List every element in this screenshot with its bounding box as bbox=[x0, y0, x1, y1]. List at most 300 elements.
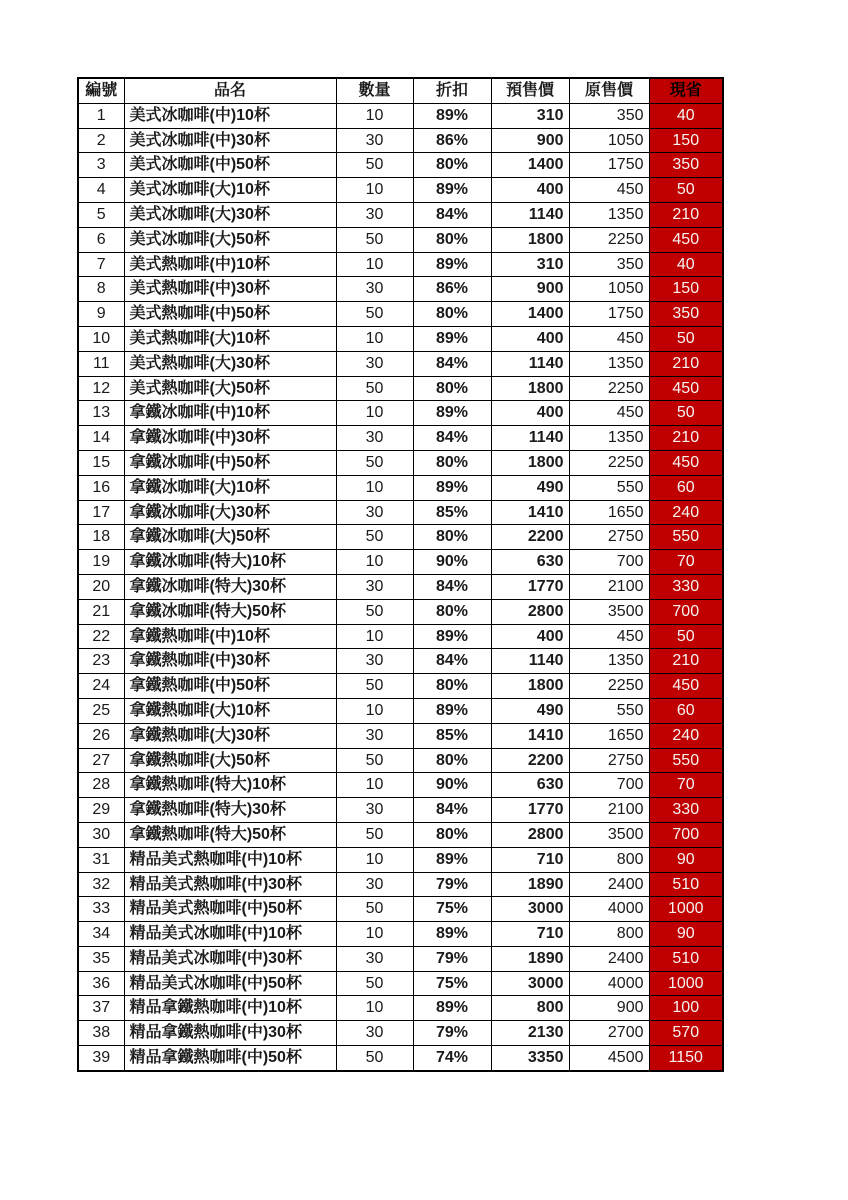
cell-original: 1350 bbox=[569, 426, 649, 451]
table-row bbox=[78, 550, 723, 575]
table-row bbox=[78, 649, 723, 674]
table-row bbox=[78, 822, 723, 847]
cell-id: 6 bbox=[78, 227, 124, 252]
cell-original: 2250 bbox=[569, 450, 649, 475]
cell-presale: 2200 bbox=[491, 525, 569, 550]
cell-id: 4 bbox=[78, 178, 124, 203]
cell-name: 拿鐵熱咖啡(中)10杯 bbox=[124, 624, 336, 649]
cell-saving: 240 bbox=[649, 723, 723, 748]
table-row bbox=[78, 773, 723, 798]
cell-saving: 350 bbox=[649, 302, 723, 327]
cell-qty: 10 bbox=[336, 326, 413, 351]
cell-id: 26 bbox=[78, 723, 124, 748]
cell-original: 2700 bbox=[569, 1021, 649, 1046]
cell-qty: 30 bbox=[336, 277, 413, 302]
cell-original: 1050 bbox=[569, 128, 649, 153]
cell-id: 8 bbox=[78, 277, 124, 302]
column-header-presale: 預售價 bbox=[491, 78, 569, 103]
table-row bbox=[78, 128, 723, 153]
cell-original: 2250 bbox=[569, 227, 649, 252]
cell-id: 21 bbox=[78, 599, 124, 624]
cell-presale: 1140 bbox=[491, 351, 569, 376]
cell-name: 拿鐵熱咖啡(中)50杯 bbox=[124, 674, 336, 699]
cell-id: 1 bbox=[78, 103, 124, 128]
cell-saving: 550 bbox=[649, 748, 723, 773]
cell-discount: 80% bbox=[413, 599, 491, 624]
cell-original: 2750 bbox=[569, 748, 649, 773]
cell-qty: 10 bbox=[336, 698, 413, 723]
cell-qty: 30 bbox=[336, 574, 413, 599]
cell-discount: 89% bbox=[413, 103, 491, 128]
cell-name: 拿鐵熱咖啡(大)10杯 bbox=[124, 698, 336, 723]
cell-saving: 150 bbox=[649, 277, 723, 302]
cell-saving: 70 bbox=[649, 550, 723, 575]
table-row bbox=[78, 698, 723, 723]
cell-name: 拿鐵熱咖啡(特大)30杯 bbox=[124, 798, 336, 823]
cell-saving: 450 bbox=[649, 376, 723, 401]
cell-presale: 400 bbox=[491, 178, 569, 203]
column-header-name: 品名 bbox=[124, 78, 336, 103]
cell-presale: 3350 bbox=[491, 1046, 569, 1071]
cell-presale: 400 bbox=[491, 624, 569, 649]
cell-saving: 450 bbox=[649, 674, 723, 699]
column-header-original: 原售價 bbox=[569, 78, 649, 103]
column-header-saving: 現省 bbox=[649, 78, 723, 103]
cell-name: 拿鐵冰咖啡(特大)50杯 bbox=[124, 599, 336, 624]
cell-qty: 10 bbox=[336, 922, 413, 947]
cell-discount: 80% bbox=[413, 822, 491, 847]
table-row bbox=[78, 872, 723, 897]
table-row bbox=[78, 798, 723, 823]
cell-original: 1350 bbox=[569, 351, 649, 376]
cell-qty: 50 bbox=[336, 227, 413, 252]
cell-presale: 2200 bbox=[491, 748, 569, 773]
cell-qty: 50 bbox=[336, 897, 413, 922]
table-row bbox=[78, 178, 723, 203]
cell-qty: 50 bbox=[336, 525, 413, 550]
cell-saving: 700 bbox=[649, 822, 723, 847]
cell-original: 1350 bbox=[569, 202, 649, 227]
cell-discount: 80% bbox=[413, 376, 491, 401]
cell-presale: 1140 bbox=[491, 202, 569, 227]
cell-discount: 86% bbox=[413, 277, 491, 302]
cell-id: 28 bbox=[78, 773, 124, 798]
cell-name: 拿鐵熱咖啡(大)50杯 bbox=[124, 748, 336, 773]
table-row bbox=[78, 1046, 723, 1071]
table-header bbox=[78, 78, 723, 103]
cell-saving: 100 bbox=[649, 996, 723, 1021]
cell-name: 美式熱咖啡(大)10杯 bbox=[124, 326, 336, 351]
table-row bbox=[78, 599, 723, 624]
cell-saving: 450 bbox=[649, 450, 723, 475]
cell-discount: 89% bbox=[413, 624, 491, 649]
cell-original: 700 bbox=[569, 550, 649, 575]
cell-id: 11 bbox=[78, 351, 124, 376]
cell-original: 1050 bbox=[569, 277, 649, 302]
cell-discount: 75% bbox=[413, 897, 491, 922]
cell-original: 1650 bbox=[569, 723, 649, 748]
cell-id: 31 bbox=[78, 847, 124, 872]
cell-presale: 490 bbox=[491, 698, 569, 723]
table-row bbox=[78, 475, 723, 500]
table-row bbox=[78, 847, 723, 872]
cell-original: 1750 bbox=[569, 153, 649, 178]
cell-saving: 450 bbox=[649, 227, 723, 252]
cell-discount: 85% bbox=[413, 723, 491, 748]
cell-saving: 1000 bbox=[649, 971, 723, 996]
table-row bbox=[78, 922, 723, 947]
table-row bbox=[78, 351, 723, 376]
cell-discount: 80% bbox=[413, 450, 491, 475]
cell-qty: 30 bbox=[336, 500, 413, 525]
cell-qty: 30 bbox=[336, 649, 413, 674]
cell-saving: 50 bbox=[649, 178, 723, 203]
cell-original: 900 bbox=[569, 996, 649, 1021]
cell-presale: 1890 bbox=[491, 872, 569, 897]
cell-original: 4000 bbox=[569, 971, 649, 996]
cell-name: 拿鐵冰咖啡(特大)30杯 bbox=[124, 574, 336, 599]
cell-original: 3500 bbox=[569, 599, 649, 624]
cell-original: 4000 bbox=[569, 897, 649, 922]
cell-presale: 3000 bbox=[491, 897, 569, 922]
table-row bbox=[78, 252, 723, 277]
cell-original: 800 bbox=[569, 922, 649, 947]
cell-qty: 50 bbox=[336, 153, 413, 178]
cell-discount: 84% bbox=[413, 351, 491, 376]
cell-original: 800 bbox=[569, 847, 649, 872]
cell-presale: 900 bbox=[491, 128, 569, 153]
cell-original: 700 bbox=[569, 773, 649, 798]
cell-qty: 50 bbox=[336, 748, 413, 773]
cell-id: 10 bbox=[78, 326, 124, 351]
cell-qty: 50 bbox=[336, 450, 413, 475]
cell-discount: 80% bbox=[413, 302, 491, 327]
cell-original: 1350 bbox=[569, 649, 649, 674]
table-row bbox=[78, 277, 723, 302]
cell-saving: 50 bbox=[649, 401, 723, 426]
table-row bbox=[78, 326, 723, 351]
cell-presale: 490 bbox=[491, 475, 569, 500]
cell-discount: 84% bbox=[413, 426, 491, 451]
cell-qty: 50 bbox=[336, 971, 413, 996]
cell-name: 拿鐵冰咖啡(大)50杯 bbox=[124, 525, 336, 550]
cell-saving: 350 bbox=[649, 153, 723, 178]
cell-id: 17 bbox=[78, 500, 124, 525]
cell-discount: 89% bbox=[413, 475, 491, 500]
cell-qty: 30 bbox=[336, 872, 413, 897]
cell-id: 19 bbox=[78, 550, 124, 575]
cell-id: 5 bbox=[78, 202, 124, 227]
cell-discount: 89% bbox=[413, 922, 491, 947]
table-row bbox=[78, 103, 723, 128]
cell-id: 18 bbox=[78, 525, 124, 550]
cell-id: 22 bbox=[78, 624, 124, 649]
table-row bbox=[78, 426, 723, 451]
cell-saving: 210 bbox=[649, 649, 723, 674]
cell-saving: 210 bbox=[649, 426, 723, 451]
cell-saving: 70 bbox=[649, 773, 723, 798]
cell-name: 精品美式熱咖啡(中)50杯 bbox=[124, 897, 336, 922]
cell-discount: 79% bbox=[413, 1021, 491, 1046]
column-header-qty: 數量 bbox=[336, 78, 413, 103]
cell-qty: 10 bbox=[336, 401, 413, 426]
cell-presale: 1800 bbox=[491, 674, 569, 699]
table-row bbox=[78, 500, 723, 525]
cell-saving: 240 bbox=[649, 500, 723, 525]
cell-saving: 330 bbox=[649, 798, 723, 823]
cell-id: 35 bbox=[78, 946, 124, 971]
cell-id: 34 bbox=[78, 922, 124, 947]
cell-name: 精品拿鐵熱咖啡(中)10杯 bbox=[124, 996, 336, 1021]
cell-discount: 79% bbox=[413, 872, 491, 897]
cell-id: 32 bbox=[78, 872, 124, 897]
cell-saving: 60 bbox=[649, 475, 723, 500]
cell-name: 拿鐵熱咖啡(大)30杯 bbox=[124, 723, 336, 748]
cell-original: 1650 bbox=[569, 500, 649, 525]
cell-discount: 89% bbox=[413, 847, 491, 872]
table-row bbox=[78, 946, 723, 971]
cell-discount: 90% bbox=[413, 773, 491, 798]
cell-name: 美式冰咖啡(中)10杯 bbox=[124, 103, 336, 128]
cell-qty: 50 bbox=[336, 674, 413, 699]
cell-saving: 510 bbox=[649, 946, 723, 971]
cell-discount: 89% bbox=[413, 326, 491, 351]
cell-qty: 30 bbox=[336, 1021, 413, 1046]
cell-saving: 50 bbox=[649, 624, 723, 649]
cell-name: 精品美式熱咖啡(中)10杯 bbox=[124, 847, 336, 872]
cell-discount: 84% bbox=[413, 649, 491, 674]
cell-discount: 89% bbox=[413, 178, 491, 203]
cell-original: 4500 bbox=[569, 1046, 649, 1071]
table-row bbox=[78, 971, 723, 996]
cell-qty: 30 bbox=[336, 946, 413, 971]
cell-id: 2 bbox=[78, 128, 124, 153]
cell-name: 拿鐵冰咖啡(中)30杯 bbox=[124, 426, 336, 451]
cell-saving: 210 bbox=[649, 351, 723, 376]
cell-discount: 74% bbox=[413, 1046, 491, 1071]
cell-discount: 80% bbox=[413, 153, 491, 178]
cell-discount: 89% bbox=[413, 252, 491, 277]
cell-id: 38 bbox=[78, 1021, 124, 1046]
cell-name: 美式冰咖啡(大)50杯 bbox=[124, 227, 336, 252]
cell-presale: 1400 bbox=[491, 153, 569, 178]
cell-qty: 10 bbox=[336, 624, 413, 649]
cell-discount: 84% bbox=[413, 202, 491, 227]
cell-presale: 1140 bbox=[491, 649, 569, 674]
cell-discount: 85% bbox=[413, 500, 491, 525]
cell-name: 美式熱咖啡(大)30杯 bbox=[124, 351, 336, 376]
cell-saving: 570 bbox=[649, 1021, 723, 1046]
cell-presale: 310 bbox=[491, 252, 569, 277]
cell-discount: 80% bbox=[413, 748, 491, 773]
cell-original: 450 bbox=[569, 401, 649, 426]
cell-id: 36 bbox=[78, 971, 124, 996]
cell-saving: 60 bbox=[649, 698, 723, 723]
cell-original: 2250 bbox=[569, 376, 649, 401]
cell-presale: 1770 bbox=[491, 798, 569, 823]
cell-presale: 1410 bbox=[491, 723, 569, 748]
cell-name: 美式熱咖啡(中)30杯 bbox=[124, 277, 336, 302]
table-row bbox=[78, 302, 723, 327]
cell-presale: 900 bbox=[491, 277, 569, 302]
cell-qty: 10 bbox=[336, 178, 413, 203]
cell-id: 33 bbox=[78, 897, 124, 922]
table-body bbox=[78, 103, 723, 1071]
cell-original: 2100 bbox=[569, 574, 649, 599]
table-row bbox=[78, 897, 723, 922]
cell-id: 20 bbox=[78, 574, 124, 599]
cell-presale: 2800 bbox=[491, 599, 569, 624]
cell-qty: 10 bbox=[336, 103, 413, 128]
cell-discount: 89% bbox=[413, 996, 491, 1021]
cell-original: 450 bbox=[569, 178, 649, 203]
cell-name: 精品拿鐵熱咖啡(中)50杯 bbox=[124, 1046, 336, 1071]
cell-name: 拿鐵冰咖啡(中)50杯 bbox=[124, 450, 336, 475]
cell-id: 3 bbox=[78, 153, 124, 178]
cell-id: 27 bbox=[78, 748, 124, 773]
cell-id: 25 bbox=[78, 698, 124, 723]
table-row bbox=[78, 574, 723, 599]
cell-presale: 1140 bbox=[491, 426, 569, 451]
cell-qty: 30 bbox=[336, 351, 413, 376]
table-row bbox=[78, 624, 723, 649]
cell-qty: 30 bbox=[336, 798, 413, 823]
cell-saving: 90 bbox=[649, 922, 723, 947]
cell-original: 550 bbox=[569, 698, 649, 723]
cell-presale: 3000 bbox=[491, 971, 569, 996]
cell-original: 550 bbox=[569, 475, 649, 500]
cell-qty: 50 bbox=[336, 822, 413, 847]
cell-qty: 10 bbox=[336, 773, 413, 798]
cell-qty: 50 bbox=[336, 376, 413, 401]
cell-saving: 330 bbox=[649, 574, 723, 599]
cell-id: 13 bbox=[78, 401, 124, 426]
table-row bbox=[78, 748, 723, 773]
cell-presale: 710 bbox=[491, 922, 569, 947]
cell-name: 拿鐵冰咖啡(大)30杯 bbox=[124, 500, 336, 525]
cell-qty: 30 bbox=[336, 723, 413, 748]
cell-id: 14 bbox=[78, 426, 124, 451]
cell-name: 美式冰咖啡(中)30杯 bbox=[124, 128, 336, 153]
cell-discount: 79% bbox=[413, 946, 491, 971]
cell-name: 美式熱咖啡(中)50杯 bbox=[124, 302, 336, 327]
table-row bbox=[78, 153, 723, 178]
cell-id: 9 bbox=[78, 302, 124, 327]
cell-id: 24 bbox=[78, 674, 124, 699]
cell-name: 美式熱咖啡(中)10杯 bbox=[124, 252, 336, 277]
table-row bbox=[78, 996, 723, 1021]
cell-id: 39 bbox=[78, 1046, 124, 1071]
column-header-discount: 折扣 bbox=[413, 78, 491, 103]
cell-presale: 1800 bbox=[491, 227, 569, 252]
cell-saving: 510 bbox=[649, 872, 723, 897]
cell-original: 450 bbox=[569, 326, 649, 351]
cell-qty: 30 bbox=[336, 128, 413, 153]
cell-presale: 400 bbox=[491, 401, 569, 426]
cell-presale: 1770 bbox=[491, 574, 569, 599]
cell-original: 2250 bbox=[569, 674, 649, 699]
table-row bbox=[78, 202, 723, 227]
cell-original: 2100 bbox=[569, 798, 649, 823]
cell-name: 拿鐵熱咖啡(特大)50杯 bbox=[124, 822, 336, 847]
cell-presale: 400 bbox=[491, 326, 569, 351]
cell-id: 30 bbox=[78, 822, 124, 847]
cell-original: 350 bbox=[569, 252, 649, 277]
cell-original: 2400 bbox=[569, 946, 649, 971]
table-row bbox=[78, 525, 723, 550]
cell-saving: 150 bbox=[649, 128, 723, 153]
cell-name: 精品美式冰咖啡(中)30杯 bbox=[124, 946, 336, 971]
table-row bbox=[78, 674, 723, 699]
cell-discount: 84% bbox=[413, 798, 491, 823]
cell-id: 16 bbox=[78, 475, 124, 500]
cell-presale: 630 bbox=[491, 550, 569, 575]
cell-presale: 1800 bbox=[491, 376, 569, 401]
cell-presale: 310 bbox=[491, 103, 569, 128]
cell-name: 拿鐵熱咖啡(特大)10杯 bbox=[124, 773, 336, 798]
table-row bbox=[78, 227, 723, 252]
header-row bbox=[78, 78, 723, 103]
cell-discount: 75% bbox=[413, 971, 491, 996]
cell-presale: 710 bbox=[491, 847, 569, 872]
cell-discount: 89% bbox=[413, 401, 491, 426]
table-row bbox=[78, 401, 723, 426]
cell-original: 1750 bbox=[569, 302, 649, 327]
cell-name: 美式冰咖啡(中)50杯 bbox=[124, 153, 336, 178]
cell-presale: 2800 bbox=[491, 822, 569, 847]
cell-name: 精品美式冰咖啡(中)10杯 bbox=[124, 922, 336, 947]
cell-name: 美式冰咖啡(大)10杯 bbox=[124, 178, 336, 203]
cell-name: 美式冰咖啡(大)30杯 bbox=[124, 202, 336, 227]
cell-original: 350 bbox=[569, 103, 649, 128]
cell-discount: 89% bbox=[413, 698, 491, 723]
cell-qty: 50 bbox=[336, 1046, 413, 1071]
cell-original: 450 bbox=[569, 624, 649, 649]
cell-name: 拿鐵冰咖啡(大)10杯 bbox=[124, 475, 336, 500]
cell-name: 精品美式熱咖啡(中)30杯 bbox=[124, 872, 336, 897]
cell-name: 精品美式冰咖啡(中)50杯 bbox=[124, 971, 336, 996]
cell-presale: 1400 bbox=[491, 302, 569, 327]
cell-saving: 550 bbox=[649, 525, 723, 550]
table-row bbox=[78, 723, 723, 748]
cell-id: 29 bbox=[78, 798, 124, 823]
cell-discount: 80% bbox=[413, 525, 491, 550]
cell-discount: 80% bbox=[413, 674, 491, 699]
cell-original: 2750 bbox=[569, 525, 649, 550]
cell-saving: 90 bbox=[649, 847, 723, 872]
cell-id: 37 bbox=[78, 996, 124, 1021]
cell-presale: 1410 bbox=[491, 500, 569, 525]
cell-original: 2400 bbox=[569, 872, 649, 897]
cell-presale: 630 bbox=[491, 773, 569, 798]
cell-qty: 50 bbox=[336, 302, 413, 327]
cell-qty: 50 bbox=[336, 599, 413, 624]
cell-presale: 2130 bbox=[491, 1021, 569, 1046]
cell-id: 12 bbox=[78, 376, 124, 401]
cell-discount: 80% bbox=[413, 227, 491, 252]
cell-name: 拿鐵冰咖啡(中)10杯 bbox=[124, 401, 336, 426]
cell-id: 7 bbox=[78, 252, 124, 277]
cell-qty: 10 bbox=[336, 475, 413, 500]
price-table bbox=[77, 77, 724, 1072]
table-row bbox=[78, 376, 723, 401]
cell-qty: 10 bbox=[336, 996, 413, 1021]
cell-qty: 10 bbox=[336, 847, 413, 872]
cell-discount: 86% bbox=[413, 128, 491, 153]
cell-presale: 1800 bbox=[491, 450, 569, 475]
cell-saving: 700 bbox=[649, 599, 723, 624]
cell-saving: 1150 bbox=[649, 1046, 723, 1071]
